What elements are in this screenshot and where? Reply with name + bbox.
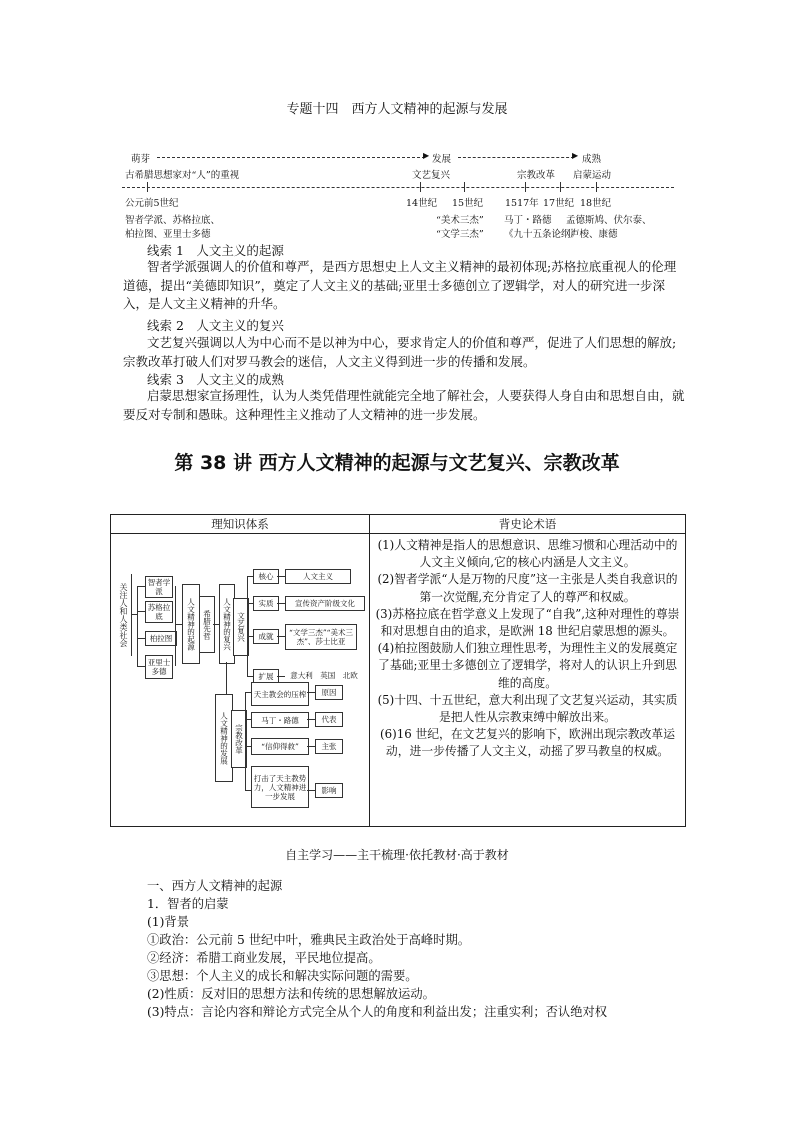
ren-val-core: 人文主义	[285, 569, 351, 584]
ren-key-essence: 实质	[253, 596, 279, 611]
figure-plato: 柏拉图	[145, 631, 177, 646]
stage-develop: 发展	[432, 154, 452, 165]
term-4: (4)柏拉图鼓励人们独立理性思考，为理性主义的发展奠定了基础;亚里士多德创立了逻辑学，将对人的认识上升到思维的高度。	[377, 641, 678, 690]
event-renaissance: 文艺复兴	[412, 170, 451, 181]
term-3: (3)苏格拉底在哲学意义上发现了“自我”,这种对理性的尊崇和对思想自由的追求，是欧洲 18 世纪启蒙思想的源头。	[375, 606, 680, 639]
page-title: 专题十四 西方人文精神的起源与发展	[286, 102, 508, 117]
ref-val-representative: 马丁・路德	[251, 712, 309, 728]
ren-key-expansion: 扩展	[253, 669, 279, 684]
axis-tick	[525, 182, 526, 192]
connector	[137, 611, 145, 612]
event-reformation: 宗教改革	[517, 170, 556, 181]
table-header-system: 理知识体系	[111, 515, 370, 534]
ref-key-impact: 影响	[315, 783, 343, 798]
connector	[245, 692, 246, 790]
ren-key-achievement: 成就	[253, 629, 279, 644]
outline-nature: (2)性质：反对旧的思想方法和传统的思想解放运动。	[147, 987, 435, 1001]
lecture-title: 第 38 讲 西方人文精神的起源与文艺复兴、宗教改革	[174, 452, 620, 474]
outline-thought: ③思想：个人主义的成长和解决实际问题的需要。	[147, 969, 418, 983]
clue-1-text: 智者学派强调人的价值和尊严，是西方思想史上人文主义精神的最初体现;苏格拉底重视人的伦理道德，提出“美德即知识”，奠定了人文主义的基础;亚里士多德创立了逻辑学，对人的研究进一步深入，是人文主义精神的升华。	[123, 259, 677, 311]
connector	[137, 586, 145, 587]
origin-box: 人文精神的起源	[182, 584, 200, 664]
axis-tick	[596, 182, 597, 192]
date-1517: 1517年	[505, 198, 539, 209]
outline-politics: ①政治：公元前 5 世纪中叶，雅典民主政治处于高峰时期。	[147, 933, 471, 947]
axis-tick	[420, 182, 421, 192]
people-enlight-2: 卢梭、康德	[570, 229, 618, 240]
outline-economy: ②经济：希腊工商业发展，平民地位提高。	[147, 951, 381, 965]
outline-section-1: 一、西方人文精神的起源	[147, 879, 283, 893]
knowledge-diagram	[111, 534, 369, 826]
revival-box: 人文精神的复兴	[219, 584, 235, 664]
people-lit-masters: “文学三杰”	[436, 229, 484, 240]
terms-cell	[370, 534, 686, 827]
arrow-head-2: ▶	[572, 151, 579, 160]
clue-2-text: 文艺复兴强调以人为中心而不是以神为中心，要求肯定人的价值和尊严，促进了人们思想的解放;宗教改革打破人们对罗马教会的迷信，人文主义得到进一步的传播和发展。	[123, 335, 677, 369]
connector	[277, 636, 285, 637]
ref-key-cause: 原因	[315, 685, 343, 700]
ren-val-essence: 宣传资产阶级文化	[285, 596, 365, 611]
term-2: (2)智者学派“人是万物的尺度”这一主张是人类自我意识的第一次觉醒,充分肯定了人的尊严和权威。	[377, 572, 678, 604]
connector	[277, 576, 285, 577]
clue-3-text: 启蒙思想家宣扬理性，认为人类凭借理性就能完全地了解社会，人要获得人身自由和思想自由，就要反对专制和愚昧。这种理性主义推动了人文精神的进一步发展。	[123, 388, 685, 422]
date-17c: 17世纪	[543, 198, 575, 209]
ren-val-achievement: “文学三杰”“美术三杰”、莎士比亚	[285, 624, 357, 650]
clue-1-label: 线索 1 人文主义的起源	[147, 243, 284, 258]
diagram-root: 关注人和人类社会	[116, 574, 131, 656]
people-greek-2: 柏拉图、亚里士多德	[125, 229, 211, 240]
people-greek-1: 智者学派、苏格拉底、	[125, 215, 221, 226]
ren-val-expansion: 意大利 英国 北欧	[285, 669, 363, 682]
diagram-cell	[111, 534, 370, 827]
connector	[307, 719, 315, 720]
connector	[175, 624, 182, 625]
study-heading: 自主学习——主干梳理·依托教材·高于教材	[285, 848, 509, 862]
clue-3-label: 线索 3 人文主义的成熟	[147, 372, 284, 387]
timeline-axis	[122, 187, 674, 188]
greek-sages-box: 希腊先哲	[199, 596, 215, 653]
figure-socrates: 苏格拉底	[145, 601, 173, 623]
connector	[137, 666, 145, 667]
term-5: (5)十四、十五世纪，意大利出现了文艺复兴运动，其实质是把人性从宗教束缚中解放出来。	[377, 692, 678, 725]
figure-sophists: 智者学派	[145, 576, 173, 598]
ref-val-doctrine: “信仰得救”	[251, 738, 309, 755]
axis-tick	[464, 182, 465, 192]
date-18c: 18世纪	[580, 198, 612, 209]
outline-item-1: 1．智者的启蒙	[147, 897, 229, 911]
ref-key-representative: 代表	[315, 712, 343, 727]
ren-key-core: 核心	[253, 569, 279, 584]
people-luther: 马丁・路德	[504, 215, 552, 226]
figure-aristotle: 亚里士多德	[145, 655, 173, 679]
event-enlightenment: 启蒙运动	[573, 170, 612, 181]
renaissance-box: 文艺复兴	[233, 598, 249, 656]
knowledge-table	[110, 514, 686, 827]
connector	[131, 614, 137, 615]
connector	[137, 586, 138, 666]
connector	[175, 586, 176, 666]
clue-2-label: 线索 2 人文主义的复兴	[147, 318, 284, 333]
arrow-head-1: ▶	[423, 151, 430, 160]
people-art-masters: “美术三杰”	[436, 215, 484, 226]
date-14c: 14世纪	[406, 198, 438, 209]
connector	[307, 692, 315, 693]
ref-key-doctrine: 主张	[315, 739, 343, 754]
connector	[137, 638, 145, 639]
event-greek: 古希腊思想家对“人”的重视	[125, 170, 240, 181]
stage-mature: 成熟	[582, 154, 602, 165]
ref-val-impact: 打击了天主教势力，人文精神进一步发展	[251, 766, 309, 808]
stage-sprout: 萌芽	[131, 154, 151, 165]
timeline-arrow-2	[458, 157, 574, 158]
term-1: (1)人文精神是指人的思想意识、思维习惯和心理活动中的人文主义倾向,它的核心内涵是人文主义。	[377, 538, 678, 570]
connector	[277, 676, 285, 677]
connector	[131, 574, 132, 656]
outline-background: (1)背景	[147, 915, 190, 929]
develop-box: 人文精神的发展	[215, 694, 233, 782]
axis-tick	[147, 182, 148, 192]
term-6: (6)16 世纪，在文艺复兴的影响下，欧洲出现宗教改革运动，进一步传播了人文主义，动摇了罗马教皇的权威。	[379, 727, 675, 759]
reformation-box: 宗教改革	[231, 710, 247, 768]
connector	[247, 576, 248, 676]
people-theses: 《九十五条论纲》	[504, 229, 581, 240]
date-5bc: 公元前5世纪	[125, 198, 179, 209]
connector	[277, 603, 285, 604]
outline-features: (3)特点：言论内容和辩论方式完全从个人的角度和利益出发；注重实利；否认绝对权	[147, 1005, 608, 1019]
date-15c: 15世纪	[452, 198, 484, 209]
ref-val-cause: 天主教会的压榨	[251, 682, 309, 706]
axis-tick	[560, 182, 561, 192]
timeline-arrow-1	[157, 157, 425, 158]
connector	[307, 790, 315, 791]
people-enlight-1: 孟德斯鸠、伏尔泰、	[566, 215, 652, 226]
table-header-terms: 背史论术语	[370, 515, 686, 534]
connector	[307, 746, 315, 747]
